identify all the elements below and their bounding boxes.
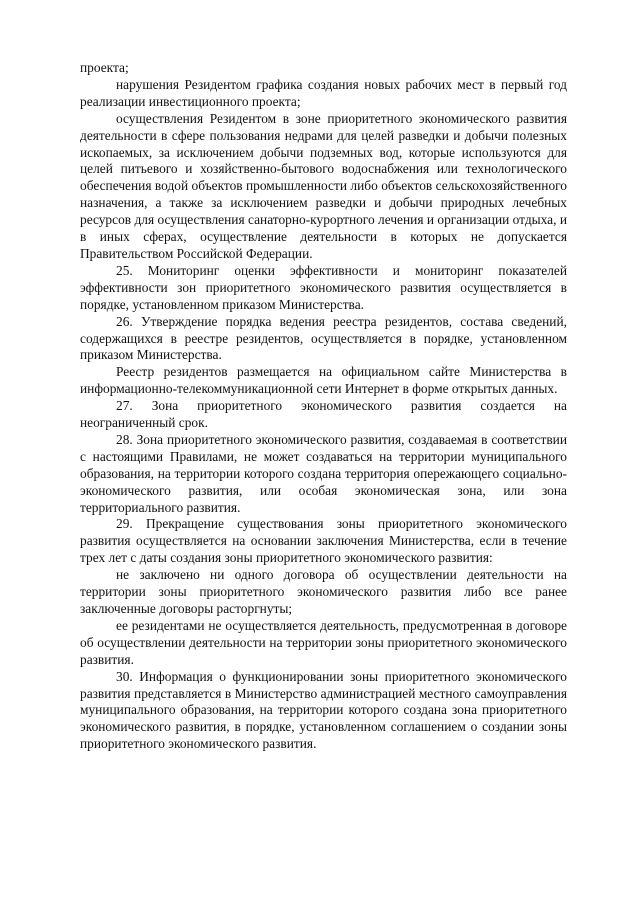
paragraph-clause-28: 28. Зона приоритетного экономического развития, создаваемая в соответствии с настоящими Правилами, не может создаваться на территории муниципального образования, на территории которого создана территория опережающего социально-экономического развития, или особая экономическая зона, или зона территориального развития. — [80, 431, 567, 515]
paragraph-continuation: проекта; — [80, 60, 129, 75]
paragraph-clause-27: 27. Зона приоритетного экономического развития создается на неограниченный срок. — [80, 398, 567, 431]
paragraph-clause-30: 30. Информация о функционировании зоны приоритетного экономического развития представляется в Министерство администрацией местного самоуправления муниципального образования, на территории которого создана зона приоритетного экономического развития, в порядке, установленном соглашением о создании зоны приоритетного экономического развития. — [80, 668, 567, 752]
paragraph-item: ее резидентами не осуществляется деятельность, предусмотренная в договоре об осуществлении деятельности на территории зоны приоритетного экономического развития. — [80, 617, 567, 667]
paragraph-item: не заключено ни одного договора об осуществлении деятельности на территории зоны приоритетного экономического развития либо все ранее заключенные договоры расторгнуты; — [80, 567, 567, 616]
paragraph-registry: Реестр резидентов размещается на официальном сайте Министерства в информационно-телекоммуникационной сети Интернет в форме открытых данных. — [80, 364, 567, 397]
paragraph-item: нарушения Резидентом графика создания новых рабочих мест в первый год реализации инвестиционного проекта; — [80, 76, 567, 109]
paragraph-clause-29: 29. Прекращение существования зоны приоритетного экономического развития осуществляется на основании заключения Министерства, если в течение трех лет с даты создания зоны приоритетного экономического развития: — [80, 516, 567, 566]
document-body — [80, 60, 567, 753]
paragraph-item: осуществления Резидентом в зоне приоритетного экономического развития деятельности в сфере пользования недрами для целей разведки и добычи полезных ископаемых, за исключением добычи подземных вод, которые используются для целей питьевого и хозяйственно-бытового водоснабжения или технологического обеспечения водой объектов промышленности либо объектов сельскохозяйственного назначения, а также за исключением разведки и добычи природных лечебных ресурсов для осуществления санаторно-курортного лечения и организации отдыха, и в иных сферах, осуществление деятельности в которых не допускается Правительством Российской Федерации. — [80, 110, 567, 261]
paragraph-clause-25: 25. Мониторинг оценки эффективности и мониторинг показателей эффективности зон приоритетного экономического развития осуществляется в порядке, установленном приказом Министерства. — [80, 262, 567, 312]
paragraph-clause-26: 26. Утверждение порядка ведения реестра резидентов, состава сведений, содержащихся в реестре резидентов, осуществляется в порядке, установленном приказом Министерства. — [80, 313, 567, 363]
